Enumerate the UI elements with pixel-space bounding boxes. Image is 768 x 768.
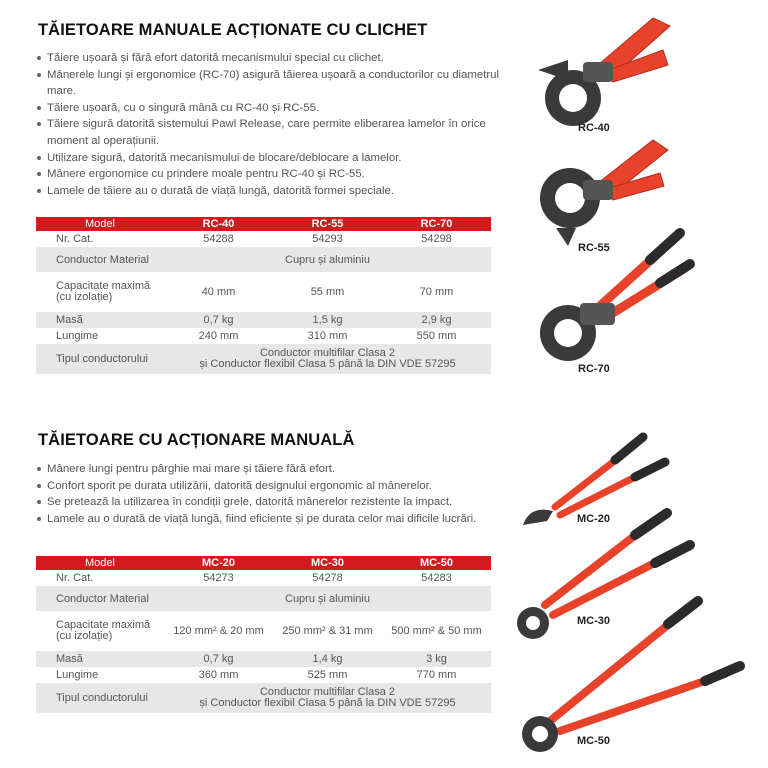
list-item: Mânerele lungi și ergonomice (RC-70) asigură tăierea ușoară a conductorilor cu diametrul mare. [36, 67, 506, 100]
mc50-tool-image [500, 596, 750, 756]
table-cell: 40 mm [201, 285, 236, 298]
product-label-rc40: RC-40 [578, 122, 610, 134]
table-cell: Masă [36, 651, 164, 667]
table-cell: 120 mm² & 20 mm [173, 624, 264, 637]
table-cell: 550 mm [416, 330, 457, 342]
long-handle-cutter-icon [500, 596, 750, 756]
table-cell: 54278 [312, 572, 343, 584]
table-cell: 1,5 kg [273, 312, 382, 328]
table-header-cell: MC-30 [273, 556, 382, 570]
table-row [36, 611, 491, 651]
table-row [36, 651, 491, 667]
section2-spec-table [36, 556, 491, 713]
section2-title: TĂIETOARE CU ACȚIONARE MANUALĂ [38, 431, 355, 449]
table-row [36, 231, 491, 247]
table-cell [36, 611, 164, 651]
rc70-tool-image [520, 228, 700, 368]
capacity-label: Capacitate maximă [56, 619, 151, 631]
table-cell: 70 mm [419, 285, 454, 298]
list-item: Mânere lungi pentru pârghie mai mare și tăiere fără efort. [36, 461, 506, 478]
table-cell: 500 mm² & 50 mm [391, 624, 482, 637]
table-row [36, 586, 491, 611]
table-header-cell: MC-50 [382, 556, 491, 570]
list-item: Mânere ergonomice cu prindere moale pentru RC-40 și RC-55. [36, 166, 506, 183]
product-label-rc70: RC-70 [578, 363, 610, 375]
capacity-sublabel: (cu izolație) [56, 291, 113, 303]
table-cell: Lungime [56, 669, 99, 681]
list-item: Utilizare sigură, datorită mecanismului de blocare/deblocare a lamelor. [36, 150, 506, 167]
table-cell: 0,7 kg [164, 651, 273, 667]
table-cell: Lungime [56, 330, 99, 342]
ratchet-cutter-icon [520, 228, 700, 368]
table-row [36, 312, 491, 328]
table-cell [164, 344, 491, 374]
product-label-mc50: MC-50 [577, 735, 611, 747]
table-row [36, 328, 491, 344]
table-cell: 54288 [203, 233, 234, 245]
table-cell: Tipul conductorului [36, 344, 164, 374]
table-cell: Conductor Material [36, 247, 164, 272]
table-row [36, 272, 491, 312]
product-label-mc30: MC-30 [577, 615, 611, 627]
list-item: Tăiere sigură datorită sistemului Pawl Release, care permite eliberarea lamelor în orice moment al operațiunii. [36, 116, 506, 149]
ratchet-cutter-icon [528, 10, 678, 130]
table-cell [36, 272, 164, 312]
section2-feature-list [36, 461, 506, 527]
table-row [36, 247, 491, 272]
table-cell: 310 mm [307, 330, 348, 342]
product-label-mc20: MC-20 [577, 513, 611, 525]
table-cell: 250 mm² & 31 mm [282, 624, 373, 637]
table-cell: 240 mm [198, 330, 239, 342]
table-cell: 55 mm [310, 285, 345, 298]
table-cell: 525 mm [307, 669, 348, 681]
table-header-cell: Model [36, 556, 164, 570]
table-cell: 54298 [421, 233, 452, 245]
table-header-cell: Model [36, 217, 164, 231]
table-row [36, 344, 491, 374]
table-cell: Nr. Cat. [56, 233, 94, 245]
table-cell: 54273 [203, 572, 234, 584]
table-cell: Masă [36, 312, 164, 328]
table-cell: 360 mm [198, 669, 239, 681]
table-cell [164, 683, 491, 713]
table-header-row [36, 217, 491, 231]
conductor-type-line: și Conductor flexibil Clasa 5 până la DIN VDE 57295 [199, 697, 456, 709]
list-item: Se pretează la utilizarea în condiții grele, datorită mânerelor rezistente la impact. [36, 494, 506, 511]
capacity-sublabel: (cu izolație) [56, 630, 113, 642]
table-header-cell: RC-55 [273, 217, 382, 231]
table-cell: 770 mm [416, 669, 457, 681]
table-cell: 54293 [312, 233, 343, 245]
capacity-label: Capacitate maximă [56, 280, 151, 292]
table-row [36, 570, 491, 586]
section1-feature-list [36, 50, 506, 199]
table-header-cell: MC-20 [164, 556, 273, 570]
conductor-type-line: Conductor multifilar Clasa 2 [259, 686, 396, 698]
table-cell: Tipul conductorului [36, 683, 164, 713]
list-item: Confort sporit pe durata utilizării, datorită designului ergonomic al mânerelor. [36, 478, 506, 495]
table-row [36, 667, 491, 683]
table-header-cell: RC-40 [164, 217, 273, 231]
table-cell: Nr. Cat. [56, 572, 94, 584]
table-cell: 0,7 kg [164, 312, 273, 328]
table-header-row [36, 556, 491, 570]
product-label-rc55: RC-55 [578, 242, 610, 254]
conductor-type-line: Conductor multifilar Clasa 2 [259, 347, 396, 359]
table-cell: Cupru și aluminiu [164, 247, 491, 272]
table-cell: 1,4 kg [273, 651, 382, 667]
table-row [36, 683, 491, 713]
rc40-tool-image [528, 10, 678, 130]
section1-title: TĂIETOARE MANUALE ACȚIONATE CU CLICHET [38, 21, 428, 39]
table-cell: Conductor Material [36, 586, 164, 611]
list-item: Lamele de tăiere au o durată de viață lungă, datorită formei speciale. [36, 183, 506, 200]
table-cell: 3 kg [382, 651, 491, 667]
list-item: Tăiere ușoară și fără efort datorită mecanismului special cu clichet. [36, 50, 506, 67]
conductor-type-line: și Conductor flexibil Clasa 5 până la DIN VDE 57295 [199, 358, 456, 370]
table-cell: Cupru și aluminiu [164, 586, 491, 611]
table-cell: 2,9 kg [382, 312, 491, 328]
list-item: Lamele au o durată de viață lungă, fiind eficiente și pe durata celor mai dificile lucrări. [36, 511, 506, 528]
table-cell: 54283 [421, 572, 452, 584]
section1-spec-table [36, 217, 491, 374]
list-item: Tăiere ușoară, cu o singură mână cu RC-40 și RC-55. [36, 100, 506, 117]
table-header-cell: RC-70 [382, 217, 491, 231]
